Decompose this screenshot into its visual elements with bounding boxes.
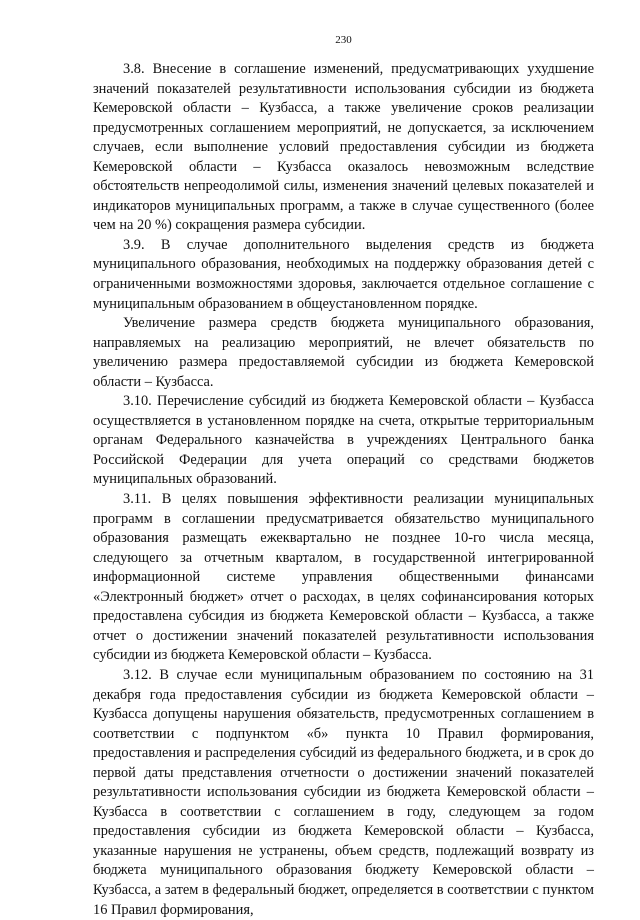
paragraph-3-11: 3.11. В целях повышения эффективности реализации муниципальных программ в соглашении предусматривается обязательство муниципального образования размещать ежеквартально не позднее 10-го числа месяца, следующего за отчетным кварталом, в государственной интегрированной информационной системе управления общественными финансами «Электронный бюджет» отчет о расходах, в целях софинансирования которых предоставлена субсидия из бюджета Кемеровской области – Кузбасса, а также отчет о достижении значений показателей результативности использования субсидии из бюджета Кемеровской области – Кузбасса. [93,491,594,664]
paragraph-3-8: 3.8. Внесение в соглашение изменений, предусматривающих ухудшение значений показателей результативности использования субсидии из бюджета Кемеровской области – Кузбасса, а также увеличение сроков реализации предусмотренных соглашением мероприятий, не допускается, за исключением случаев, если выполнение условий предоставления субсидии из бюджета Кемеровской области – Кузбасса оказалось невозможным вследствие обстоятельств непреодолимой силы, изменения значений целевых показателей и индикаторов муниципальных программ, а также в случае существенного (более чем на 20 %) сокращения размера субсидии. [93,61,594,234]
paragraph-3-12: 3.12. В случае если муниципальным образованием по состоянию на 31 декабря года предоставления субсидии из бюджета Кемеровской области – Кузбасса допущены нарушения обязательств, предусмотренных соглашением в соответствии с подпунктом «б» пункта 10 Правил формирования, предоставления и распределения субсидий из федерального бюджета, и в срок до первой даты представления отчетности о достижении значений показателей результативности использования субсидии из бюджета Кемеровской области – Кузбасса в соответствии с соглашением в году, следующем за годом предоставления субсидии из бюджета Кемеровской области – Кузбасса, указанные нарушения не устранены, объем средств, подлежащий возврату из бюджета муниципального образования бюджету Кемеровской области – Кузбасса, а затем в федеральный бюджет, определяется в соответствии с пунктом 16 Правил формирования, [93,666,594,918]
document-body [93,60,594,920]
page-number: 230 [335,34,352,46]
paragraph-3-9-continuation: Увеличение размера средств бюджета муниципального образования, направляемых на реализацию мероприятий, не влечет обязательств по увеличению размера предоставляемой субсидии из бюджета Кемеровской области – Кузбасса. [93,315,594,390]
paragraph-3-9: 3.9. В случае дополнительного выделения средств из бюджета муниципального образования, необходимых на поддержку образования детей с ограниченными возможностями здоровья, заключается отдельное соглашение с муниципальным образованием в общеустановленном порядке. [93,236,594,312]
paragraph-3-10: 3.10. Перечисление субсидий из бюджета Кемеровской области – Кузбасса осуществляется в установленном порядке на счета, открытые территориальным органам Федерального казначейства в учреждениях Центрального банка Российской Федерации для учета операций со средствами бюджетов муниципальных образований. [93,393,594,488]
